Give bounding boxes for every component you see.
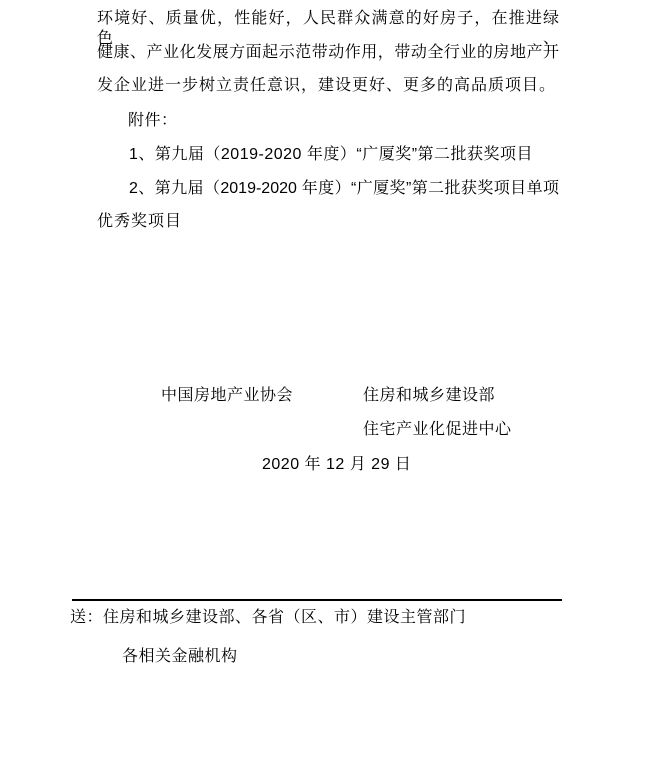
attachment-item-2-line-2: 优秀奖项目 (97, 213, 183, 230)
body-paragraph-line-3: 发企业进一步树立责任意识，建设更好、更多的高品质项目。 (97, 77, 557, 94)
body-paragraph-line-2: 健康、产业化发展方面起示范带动作用，带动全行业的房地产开 (97, 44, 559, 61)
attachment-item-2-line-1: 2、第九届（2019-2020 年度）“广厦奖”第二批获奖项目单项 (129, 180, 559, 197)
attachments-label: 附件： (128, 112, 178, 129)
footer-cc-line-1: 送：住房和城乡建设部、各省（区、市）建设主管部门 (70, 609, 467, 626)
signature-org-right-line-2: 住宅产业化促进中心 (363, 421, 512, 438)
signature-org-right-line-1: 住房和城乡建设部 (363, 387, 496, 404)
document-date: 2020 年 12 月 29 日 (262, 456, 412, 473)
signature-org-left: 中国房地产业协会 (161, 387, 294, 404)
attachment-item-1: 1、第九届（2019-2020 年度）“广厦奖”第二批获奖项目 (129, 146, 534, 163)
footer-divider (72, 599, 562, 601)
body-paragraph-line-1: 环境好、质量优，性能好，人民群众满意的好房子，在推进绿色、 (97, 10, 559, 47)
footer-cc-line-2: 各相关金融机构 (122, 648, 238, 665)
